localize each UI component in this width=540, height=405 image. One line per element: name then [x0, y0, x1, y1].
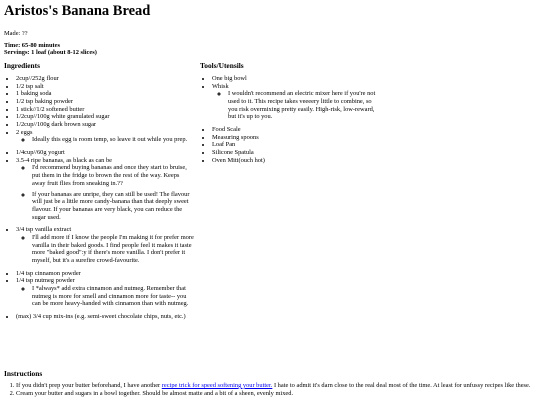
instructions-heading: Instructions	[4, 369, 43, 378]
ingredients-section	[4, 62, 194, 321]
ingredient-item-text: 2cup//252g flour	[16, 74, 59, 82]
tool-item-text: Whisk	[212, 82, 229, 90]
ingredient-item-text: 1 baking soda	[16, 90, 52, 98]
ingredient-item	[16, 313, 194, 321]
ingredient-item	[16, 83, 194, 91]
ingredient-item	[16, 129, 194, 144]
tool-notes	[212, 90, 380, 121]
ingredient-item-text: 2 eggs	[16, 128, 33, 136]
ingredient-item-text: 1/2cup//100g white granulated sugar	[16, 113, 110, 121]
ingredient-item	[16, 277, 194, 308]
ingredient-item	[16, 226, 194, 264]
time-line: Time: 65-80 minutes	[4, 42, 60, 49]
ingredients-list	[4, 75, 194, 321]
tool-item	[212, 134, 380, 142]
ingredient-notes	[16, 136, 194, 144]
ingredient-item-text: 3/4 tsp vanilla extract	[16, 226, 72, 234]
ingredient-note: ◦ I'll add more if I know the people I'm making it for prefer more vanilla in their baked goods. I find people feel it makes it taste more "baked good":y if there's more vanilla. I don't prefer it myself, but it's a surefire crowd-favourite.	[32, 234, 194, 265]
instructions-section	[4, 370, 536, 397]
ingredient-notes	[16, 234, 194, 265]
ingredient-item	[16, 98, 194, 106]
ingredient-note: ◦ I *always* add extra cinnamon and nutmeg. Remember that nutmeg is more for smell and cinnamon more for taste-- you can be more heavy-handed with cinnamon than with nutmeg.	[32, 285, 194, 308]
ingredient-note: ◦ If your bananas are unripe, they can still be used! The flavour will just be a little more candy-banana than that deeply sweet flavour. If your bananas are very black, you can reduce the sugar used.	[32, 191, 194, 222]
tools-section	[200, 62, 380, 164]
tool-note: ◦ I wouldn't recommend an electric mixer here if you're not used to it. This recipe takes veeeery little to combine, so you risk overmixing pretty easily. High-risk, low-reward, but it's up to you.	[228, 90, 380, 121]
ingredient-item	[16, 157, 194, 222]
ingredient-item	[16, 149, 194, 157]
instructions-list	[4, 382, 536, 397]
recipe-meta	[4, 42, 97, 57]
tool-item-text: One big bowl	[212, 74, 247, 82]
tool-item-text: Oven Mitt(ouch hot)	[212, 156, 265, 164]
ingredient-item	[16, 106, 194, 114]
step-text: Cream your butter and sugars in a bowl together. Should be almost matte and a bit of a sheen, evenly mixed.	[16, 389, 294, 397]
ingredient-notes	[16, 164, 194, 221]
tool-item	[212, 157, 380, 165]
step-text-after: I hate to admit it's darn close to the real deal most of the time. At least for unfussy recipes like these.	[272, 381, 531, 389]
ingredient-item-text: 1 stick//1/2 softened butter	[16, 105, 85, 113]
ingredient-item	[16, 270, 194, 278]
ingredient-item-text: 1/4cup//60g yogurt	[16, 149, 65, 157]
tools-heading: Tools/Utensils	[200, 61, 244, 70]
ingredient-note: ◦ Ideally this egg is room temp, so leave it out while you prep.	[32, 136, 194, 144]
tool-item	[212, 149, 380, 157]
ingredient-item-text: 1/4 tsp cinnamon powder	[16, 269, 81, 277]
made-line: Made: ??	[4, 30, 28, 37]
ingredient-item-text: 1/2 tsp salt	[16, 82, 44, 90]
ingredient-notes	[16, 285, 194, 308]
ingredient-item	[16, 90, 194, 98]
tool-item-text: Loaf Pan	[212, 141, 236, 149]
instruction-step	[16, 390, 536, 398]
ingredient-item-text: 1/2 tsp baking powder	[16, 97, 73, 105]
instruction-step	[16, 382, 536, 390]
tool-item-text: Food Scale	[212, 126, 241, 133]
butter-softening-link[interactable]: recipe trick for speed softening your butter.	[161, 381, 273, 389]
ingredient-item	[16, 121, 194, 129]
step-text: If you didn't prep your butter beforehand, I have another	[16, 381, 162, 389]
ingredient-item	[16, 75, 194, 83]
tool-item	[212, 83, 380, 121]
tool-item-text: Silicone Spatula	[212, 149, 254, 157]
ingredients-heading: Ingredients	[4, 61, 41, 70]
ingredient-item-text: 1/4 tsp nutmeg powder	[16, 277, 75, 285]
ingredient-item-text: 1/2cup//100g dark brown sugar	[16, 121, 97, 128]
servings-line: Servings: 1 loaf (about 8-12 slices)	[4, 49, 97, 57]
tool-item	[212, 75, 380, 83]
ingredient-item-text: (max) 3/4 cup mix-ins (e.g. semi-sweet chocolate chips, nuts, etc.)	[16, 313, 186, 321]
tool-item	[212, 141, 380, 149]
tools-list	[200, 75, 380, 165]
recipe-title: Aristos's Banana Bread	[4, 3, 151, 19]
tool-item-text: Measuring spoons	[212, 133, 259, 141]
ingredient-item-text: 3.5-4 ripe bananas, as black as can be	[16, 156, 112, 164]
tool-item	[212, 126, 380, 134]
ingredient-note: ◦ I'd recommend buying bananas and once they start to bruise, put them in the fridge to brown the rest of the way. Keeps away fruit flies from sneaking in.??	[32, 164, 194, 187]
ingredient-item	[16, 113, 194, 121]
